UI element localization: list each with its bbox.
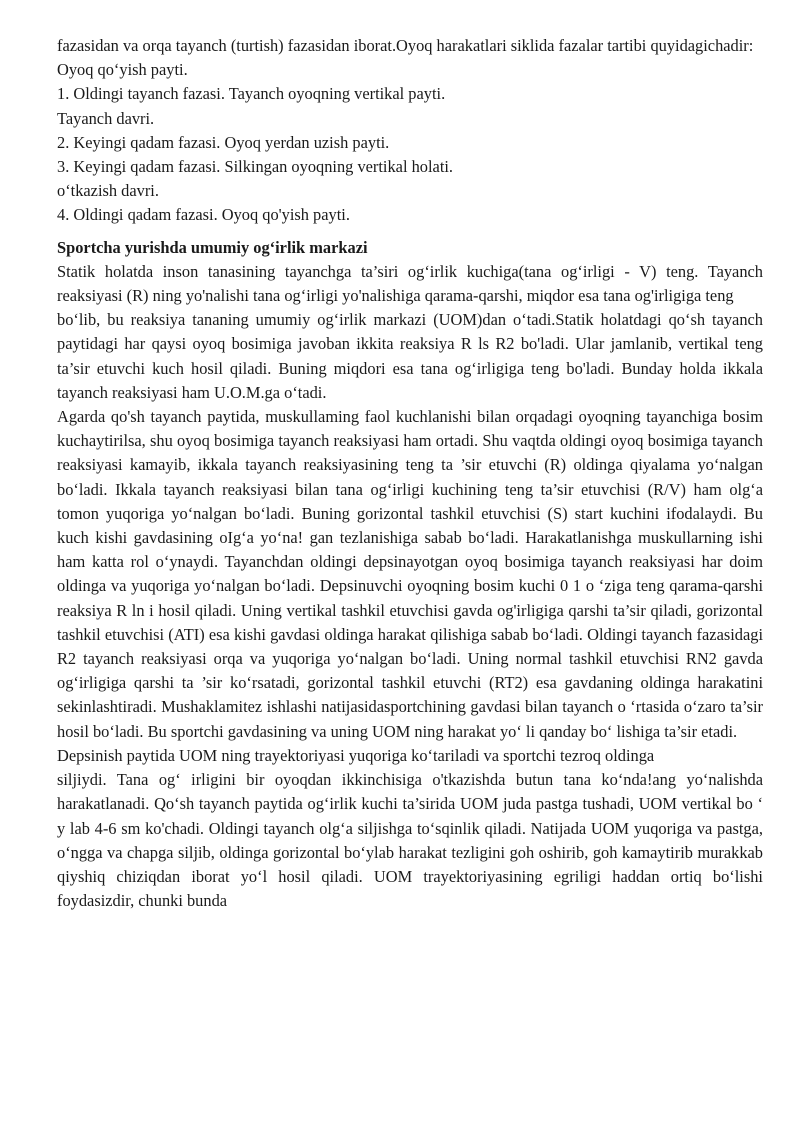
body-paragraph: bo‘lib, bu reaksiya tananing umumiy og‘irlik markazi (UOM)dan o‘tadi.Statik holatdagi qo‘sh tayanch paytidagi har qaysi oyoq bosimiga javoban ikkita reaksiya R ls R2 bo'ladi. Ular jamlanib, vertikal teng ta’sir etuvchi kuch hosil qiladi. Buning miqdori esa tana og‘irligiga teng bo'ladi. Bunday holda ikkala tayanch reaksiyasi ham U.O.M.ga o‘tadi.	[57, 310, 763, 402]
phase-line: Oyoq qo‘yish payti.	[57, 60, 188, 80]
body-paragraph: Statik holatda inson tanasining tayanchga ta’siri og‘irlik kuchiga(tana og‘irligi - V) teng. Tayanch reaksiyasi (R) ning yo'nalishi tana og‘irligi yo'nalishiga qarama-qarshi, miqdor esa tana og'irligiga teng	[57, 261, 763, 306]
phase-line: 2. Keyingi qadam fazasi. Oyoq yerdan uzish payti.	[57, 132, 390, 152]
phase-line: Tayanch davri.	[57, 108, 155, 128]
body-paragraph: siljiydi. Tana og‘ irligini bir oyoqdan ikkinchisiga o'tkazishda butun tana ko‘nda!ang yo‘nalishda harakatlanadi. Qo‘sh tayanch paytida og‘irlik kuchi ta’sirida UOM juda pastga tushadi, UOM vertikal bo ‘ y lab 4-6 sm ko'chadi. Oldingi tayanch olg‘a siljishga to‘sqinlik qiladi. Natijada UOM yuqoriga va pastga, o‘ngga va chapga siljib, oldinga gorizontal bo‘ylab harakat tezligini goh oshirib, goh kamaytirib murakkab qiyshiq chiziqdan iborat yo‘l hosil qiladi. UOM trayektoriyasining egriligi haddan ortiq bo‘lishi foydasizdir, chunki bunda	[57, 770, 763, 911]
section-heading: Sportcha yurishda umumiy og‘irlik markazi	[57, 237, 368, 257]
phase-line: 1. Oldingi tayanch fazasi. Tayanch oyoqning vertikal payti.	[57, 84, 446, 104]
phase-line: o‘tkazish davri.	[57, 181, 159, 201]
phase-line: 4. Oldingi qadam fazasi. Oyoq qo'yish payti.	[57, 205, 350, 225]
body-paragraph: Depsinish paytida UOM ning trayektoriyasi yuqoriga ko‘tariladi va sportchi tezroq oldinga	[57, 745, 655, 765]
intro-paragraph: fazasidan va orqa tayanch (turtish) fazasidan iborat.Oyoq harakatlari siklida fazalar tartibi quyidagichadir:	[57, 36, 754, 55]
body-paragraph: Agarda qo'sh tayanch paytida, muskullaming faol kuchlanishi bilan orqadagi oyoqning tayanchiga bosim kuchaytirilsa, shu oyoq bosimiga tayanch reaksiyasi ham ortadi. Shu vaqtda oldingi oyoq bosimiga tayanch reaksiyasi kamayib, ikkala tayanch reaksiyasining teng ta ’sir etuvchi (R) oldinga qiyalama yo‘nalgan bo‘ladi. Ikkala tayanch reaksiyasi bilan tana og‘irligi kuchining teng ta’sir etuvchisi (R/V) ham olg‘a tomon yuqoriga yo‘nalgan bo‘ladi. Buning gorizontal tashkil etuvchisi (S) start kuchini ifodalaydi. Bu kuch kishi gavdasining oIg‘a yo‘na! gan tezlanishiga sabab bo‘ladi. Harakatlanishga muskullarning ishi ham katta rol o‘ynaydi. Tayanchdan oldingi depsinayotgan oyoq bosimiga tayanch reaksiyasi har doim oldinga va yuqoriga yo‘nalgan bo‘ladi. Depsinuvchi oyoqning bosim kuchi 0 1 o ‘ziga teng qarama-qarshi reaksiya R ln i hosil qiladi. Uning vertikal tashkil etuvchisi gavda og'irligiga qarshi ta’sir qiladi, gorizontal tashkil etuvchisi (ATI) esa kishi gavdasi oldinga harakat qilishiga sabab bo‘ladi. Oldingi tayanch fazasidagi R2 tayanch reaksiyasi orqa va yuqoriga yo‘nalgan bo‘ladi. Uning normal tashkil etuvchisi RN2 gavda og‘irligiga qarshi ta ’sir ko‘rsatadi, gorizontal tashkil etuvchi (RT2) esa gavdaning oldinga harakatini sekinlashtiradi. Mushaklamitez ishlashi natijasidasportchining gavdasi bilan tayanch o ‘rtasida o‘zaro ta’sir hosil bo‘ladi. Bu sportchi gavdasining va uning UOM ning harakat yo‘ li qanday bo‘ lishiga ta’sir etadi.	[57, 407, 763, 741]
phase-line: 3. Keyingi qadam fazasi. Silkingan oyoqning vertikal holati.	[57, 157, 454, 177]
document-page	[57, 34, 763, 913]
